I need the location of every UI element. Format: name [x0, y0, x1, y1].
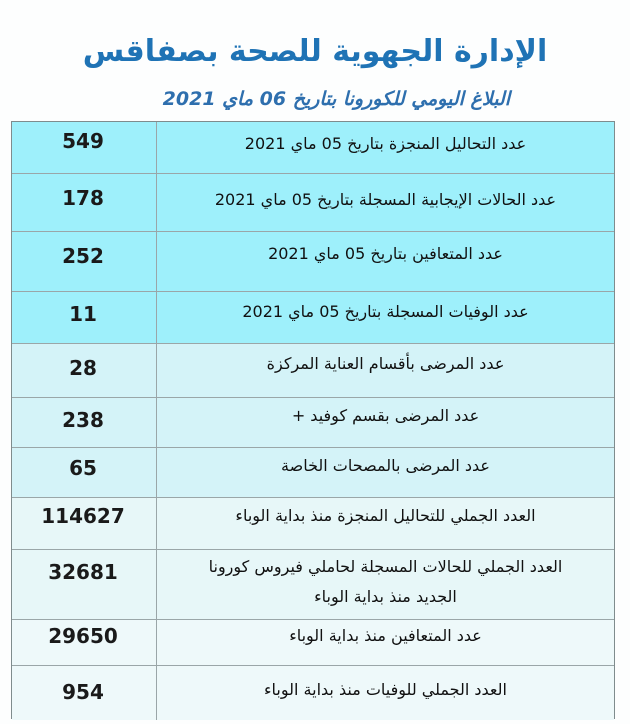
row-value: 65 — [69, 456, 97, 480]
row-label: عدد المرضى بأقسام العناية المركزة — [156, 344, 614, 397]
row-value: 11 — [69, 302, 97, 326]
table-row — [12, 498, 614, 550]
table-row — [12, 174, 614, 232]
row-value: 114627 — [41, 504, 125, 528]
row-label: عدد الوفيات المسجلة بتاريخ 05 ماي 2021 — [156, 292, 614, 343]
table-row — [12, 550, 614, 620]
row-label: العدد الجملي للحالات المسجلة لحاملي فيروس كورونا الجديد منذ بداية الوباء — [156, 550, 614, 619]
page-subtitle: البلاغ اليومي للكورونا بتاريخ 06 ماي 2021 — [162, 88, 510, 110]
row-label: عدد التحاليل المنجزة بتاريخ 05 ماي 2021 — [156, 122, 614, 173]
table-row — [12, 620, 614, 666]
row-label: العدد الجملي للوفيات منذ بداية الوباء — [156, 666, 614, 720]
table-row — [12, 448, 614, 498]
row-value: 32681 — [48, 560, 118, 584]
row-value: 252 — [62, 244, 104, 268]
page-title: الإدارة الجهوية للصحة بصفاقس — [82, 34, 548, 69]
row-value: 29650 — [48, 624, 118, 648]
row-label: العدد الجملي للتحاليل المنجزة منذ بداية الوباء — [156, 498, 614, 549]
table-row — [12, 232, 614, 292]
table-row — [12, 344, 614, 398]
row-label: عدد الحالات الإيجابية المسجلة بتاريخ 05 ماي 2021 — [156, 174, 614, 231]
table-row — [12, 122, 614, 174]
row-value: 549 — [62, 129, 104, 153]
table-row — [12, 292, 614, 344]
row-value: 238 — [62, 408, 104, 432]
row-label: عدد المتعافين بتاريخ 05 ماي 2021 — [156, 232, 614, 291]
row-value: 178 — [62, 186, 104, 210]
table-row — [12, 398, 614, 448]
statistics-table — [11, 121, 615, 719]
row-label: عدد المرضى بقسم كوفيد + — [156, 398, 614, 447]
table-row — [12, 666, 614, 720]
row-label: عدد المتعافين منذ بداية الوباء — [156, 620, 614, 665]
row-value: 28 — [69, 356, 97, 380]
row-label: عدد المرضى بالمصحات الخاصة — [156, 448, 614, 497]
row-value: 954 — [62, 680, 104, 704]
